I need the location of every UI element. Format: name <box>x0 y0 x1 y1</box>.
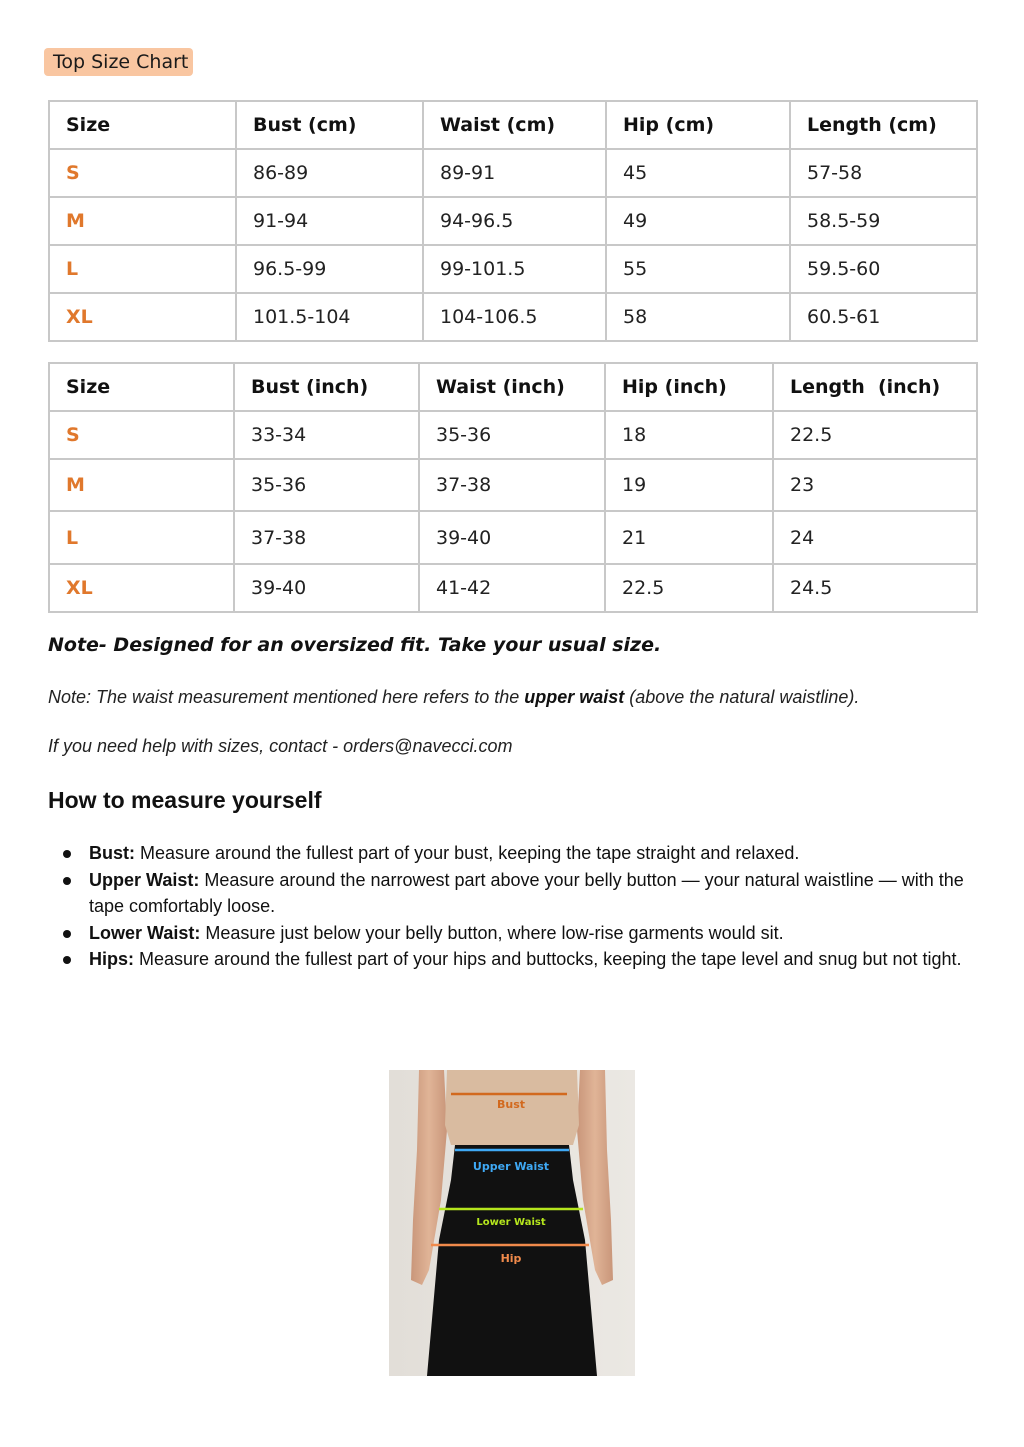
length-cell: 57-58 <box>790 149 977 197</box>
waist-note <box>48 687 859 708</box>
waist-note-suffix: (above the natural waistline). <box>624 687 860 707</box>
header-waist: Waist (inch) <box>419 363 605 411</box>
bust-cell: 101.5-104 <box>236 293 423 341</box>
size-cell: XL <box>49 293 236 341</box>
size-table-cm <box>48 100 978 342</box>
bust-cell: 39-40 <box>234 564 419 612</box>
size-cell: L <box>49 245 236 293</box>
waist-cell: 39-40 <box>419 511 605 564</box>
hip-label: Hip <box>500 1252 522 1265</box>
hip-cell: 21 <box>605 511 773 564</box>
hip-cell: 55 <box>606 245 790 293</box>
length-cell: 24 <box>773 511 977 564</box>
measure-instructions-list <box>56 840 968 973</box>
measurement-figure-illustration <box>389 1070 635 1376</box>
bust-cell: 33-34 <box>234 411 419 459</box>
list-item <box>56 920 968 947</box>
hip-cell: 19 <box>605 459 773 511</box>
header-size: Size <box>49 101 236 149</box>
header-bust: Bust (cm) <box>236 101 423 149</box>
bust-cell: 35-36 <box>234 459 419 511</box>
list-item <box>56 840 968 867</box>
table-row <box>49 411 977 459</box>
list-item-text: Measure around the narrowest part above your belly button — your natural waistline — with the tape comfortably loose. <box>89 869 964 916</box>
list-item <box>56 946 968 973</box>
table-row <box>49 149 977 197</box>
header-size: Size <box>49 363 234 411</box>
bust-cell: 37-38 <box>234 511 419 564</box>
waist-note-prefix: Note: The waist measurement mentioned here refers to the <box>48 687 525 707</box>
size-cell: M <box>49 197 236 245</box>
size-cell: XL <box>49 564 234 612</box>
list-item-term: Hips: <box>89 949 134 969</box>
length-cell: 24.5 <box>773 564 977 612</box>
length-cell: 59.5-60 <box>790 245 977 293</box>
list-item-term: Lower Waist: <box>89 922 201 943</box>
size-cell: S <box>49 149 236 197</box>
bust-cell: 86-89 <box>236 149 423 197</box>
waist-cell: 89-91 <box>423 149 606 197</box>
upper-waist-label: Upper Waist <box>472 1160 550 1173</box>
waist-cell: 99-101.5 <box>423 245 606 293</box>
bullet-icon <box>63 877 71 885</box>
bullet-icon <box>63 850 71 858</box>
waist-cell: 104-106.5 <box>423 293 606 341</box>
hip-cell: 22.5 <box>605 564 773 612</box>
lower-waist-label: Lower Waist <box>476 1217 546 1228</box>
list-item-text: Measure around the fullest part of your bust, keeping the tape straight and relaxed. <box>135 843 800 863</box>
size-cell: L <box>49 511 234 564</box>
table-row <box>49 459 977 511</box>
waist-cell: 41-42 <box>419 564 605 612</box>
list-item-term: Bust: <box>89 843 135 863</box>
length-cell: 60.5-61 <box>790 293 977 341</box>
header-hip: Hip (cm) <box>606 101 790 149</box>
hip-cell: 18 <box>605 411 773 459</box>
bust-label: Bust <box>496 1098 526 1111</box>
list-item <box>56 867 968 920</box>
table-row <box>49 511 977 564</box>
size-cell: S <box>49 411 234 459</box>
list-item-text: Measure just below your belly button, where low-rise garments would sit. <box>200 922 784 943</box>
table-row <box>49 245 977 293</box>
help-contact-note: If you need help with sizes, contact - orders@navecci.com <box>48 736 513 756</box>
waist-note-emphasis: upper waist <box>524 687 625 707</box>
header-length: Length (inch) <box>773 363 977 411</box>
list-item-text: Measure around the fullest part of your hips and buttocks, keeping the tape level and snug but not tight. <box>134 949 962 969</box>
list-item-term: Upper Waist: <box>89 869 200 890</box>
hip-cell: 49 <box>606 197 790 245</box>
table-row <box>49 564 977 612</box>
table-header-row <box>49 363 977 411</box>
measurement-guide-image <box>389 1070 635 1376</box>
table-row <box>49 293 977 341</box>
length-cell: 23 <box>773 459 977 511</box>
bust-cell: 96.5-99 <box>236 245 423 293</box>
hip-cell: 45 <box>606 149 790 197</box>
measure-section-title: How to measure yourself <box>48 787 322 813</box>
length-cell: 22.5 <box>773 411 977 459</box>
waist-cell: 37-38 <box>419 459 605 511</box>
waist-cell: 94-96.5 <box>423 197 606 245</box>
length-cell: 58.5-59 <box>790 197 977 245</box>
header-length: Length (cm) <box>790 101 977 149</box>
bullet-icon <box>63 956 71 964</box>
waist-cell: 35-36 <box>419 411 605 459</box>
size-table-inch <box>48 362 978 613</box>
fit-note: Note- Designed for an oversized fit. Take your usual size. <box>48 634 662 656</box>
header-bust: Bust (inch) <box>234 363 419 411</box>
bust-cell: 91-94 <box>236 197 423 245</box>
hip-cell: 58 <box>606 293 790 341</box>
table-row <box>49 197 977 245</box>
table-header-row <box>49 101 977 149</box>
size-chart-title: Top Size Chart <box>44 48 193 76</box>
header-waist: Waist (cm) <box>423 101 606 149</box>
header-hip: Hip (inch) <box>605 363 773 411</box>
bullet-icon <box>63 930 71 938</box>
size-cell: M <box>49 459 234 511</box>
